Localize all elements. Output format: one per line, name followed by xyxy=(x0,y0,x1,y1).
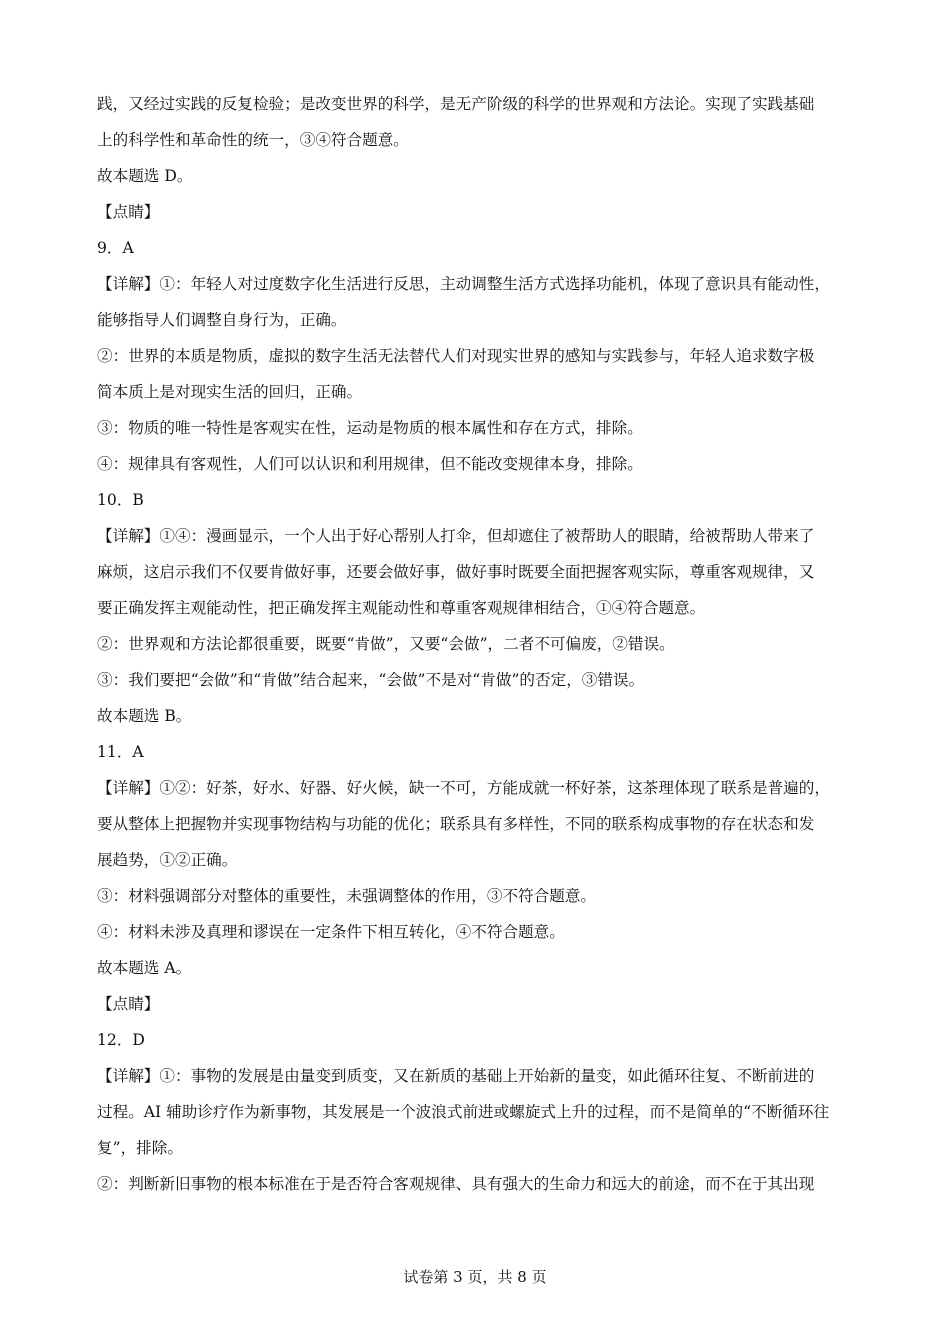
text-line: ②：判断新旧事物的根本标准在于是否符合客观规律、具有强大的生命力和远大的前途，而不在于其出现 xyxy=(97,1175,815,1193)
text-line: ③：物质的唯一特性是客观实在性，运动是物质的根本属性和存在方式，排除。 xyxy=(97,419,643,437)
text-line: 过程。AI 辅助诊疗作为新事物，其发展是一个波浪式前进或螺旋式上升的过程，而不是简单的“不断循环往 xyxy=(97,1103,830,1121)
page-footer: 试卷第 3 页，共 8 页 xyxy=(403,1268,547,1286)
answer-heading: 11．A xyxy=(97,743,144,761)
text-line: 故本题选 A。 xyxy=(97,959,192,977)
text-line: ②：世界观和方法论都很重要，既要“肯做”，又要“会做”，二者不可偏废，②错误。 xyxy=(97,635,675,653)
text-line: 简本质上是对现实生活的回归，正确。 xyxy=(97,383,363,401)
text-line: 上的科学性和革命性的统一，③④符合题意。 xyxy=(97,131,409,149)
text-line: 【详解】①：年轻人对过度数字化生活进行反思，主动调整生活方式选择功能机，体现了意识具有能动性， xyxy=(97,275,830,293)
text-line: 【详解】①②：好茶，好水、好器、好火候，缺一不可，方能成就一杯好茶，这茶理体现了联系是普遍的， xyxy=(97,779,830,797)
text-line: 【详解】①：事物的发展是由量变到质变，又在新质的基础上开始新的量变，如此循环往复、不断前进的 xyxy=(97,1067,815,1085)
text-line: 能够指导人们调整自身行为，正确。 xyxy=(97,311,347,329)
text-line: ②：世界的本质是物质，虚拟的数字生活无法替代人们对现实世界的感知与实践参与，年轻人追求数字极 xyxy=(97,347,815,365)
text-line: 要从整体上把握物并实现事物结构与功能的优化；联系具有多样性，不同的联系构成事物的存在状态和发 xyxy=(97,815,815,833)
answer-heading: 12．D xyxy=(97,1031,145,1049)
section-label: 【点睛】 xyxy=(97,995,160,1013)
answer-heading: 10．B xyxy=(97,491,144,509)
text-line: 【详解】①④：漫画显示，一个人出于好心帮别人打伞，但却遮住了被帮助人的眼睛，给被帮助人带来了 xyxy=(97,527,815,545)
text-line: 复”，排除。 xyxy=(97,1139,183,1157)
text-line: ④：规律具有客观性，人们可以认识和利用规律，但不能改变规律本身，排除。 xyxy=(97,455,643,473)
text-line: ③：我们要把“会做”和“肯做”结合起来，“会做”不是对“肯做”的否定，③错误。 xyxy=(97,671,645,689)
answer-heading: 9．A xyxy=(97,239,134,257)
section-label: 【点睛】 xyxy=(97,203,160,221)
text-line: ③：材料强调部分对整体的重要性，未强调整体的作用，③不符合题意。 xyxy=(97,887,597,905)
text-line: 要正确发挥主观能动性，把正确发挥主观能动性和尊重客观规律相结合，①④符合题意。 xyxy=(97,599,706,617)
text-line: 展趋势，①②正确。 xyxy=(97,851,238,869)
text-line: ④：材料未涉及真理和谬误在一定条件下相互转化，④不符合题意。 xyxy=(97,923,565,941)
text-line: 故本题选 D。 xyxy=(97,167,193,185)
text-line: 麻烦，这启示我们不仅要肯做好事，还要会做好事，做好事时既要全面把握客观实际，尊重客观规律，又 xyxy=(97,563,815,581)
text-line: 践，又经过实践的反复检验；是改变世界的科学，是无产阶级的科学的世界观和方法论。实现了实践基础 xyxy=(97,95,815,113)
text-line: 故本题选 B。 xyxy=(97,707,192,725)
